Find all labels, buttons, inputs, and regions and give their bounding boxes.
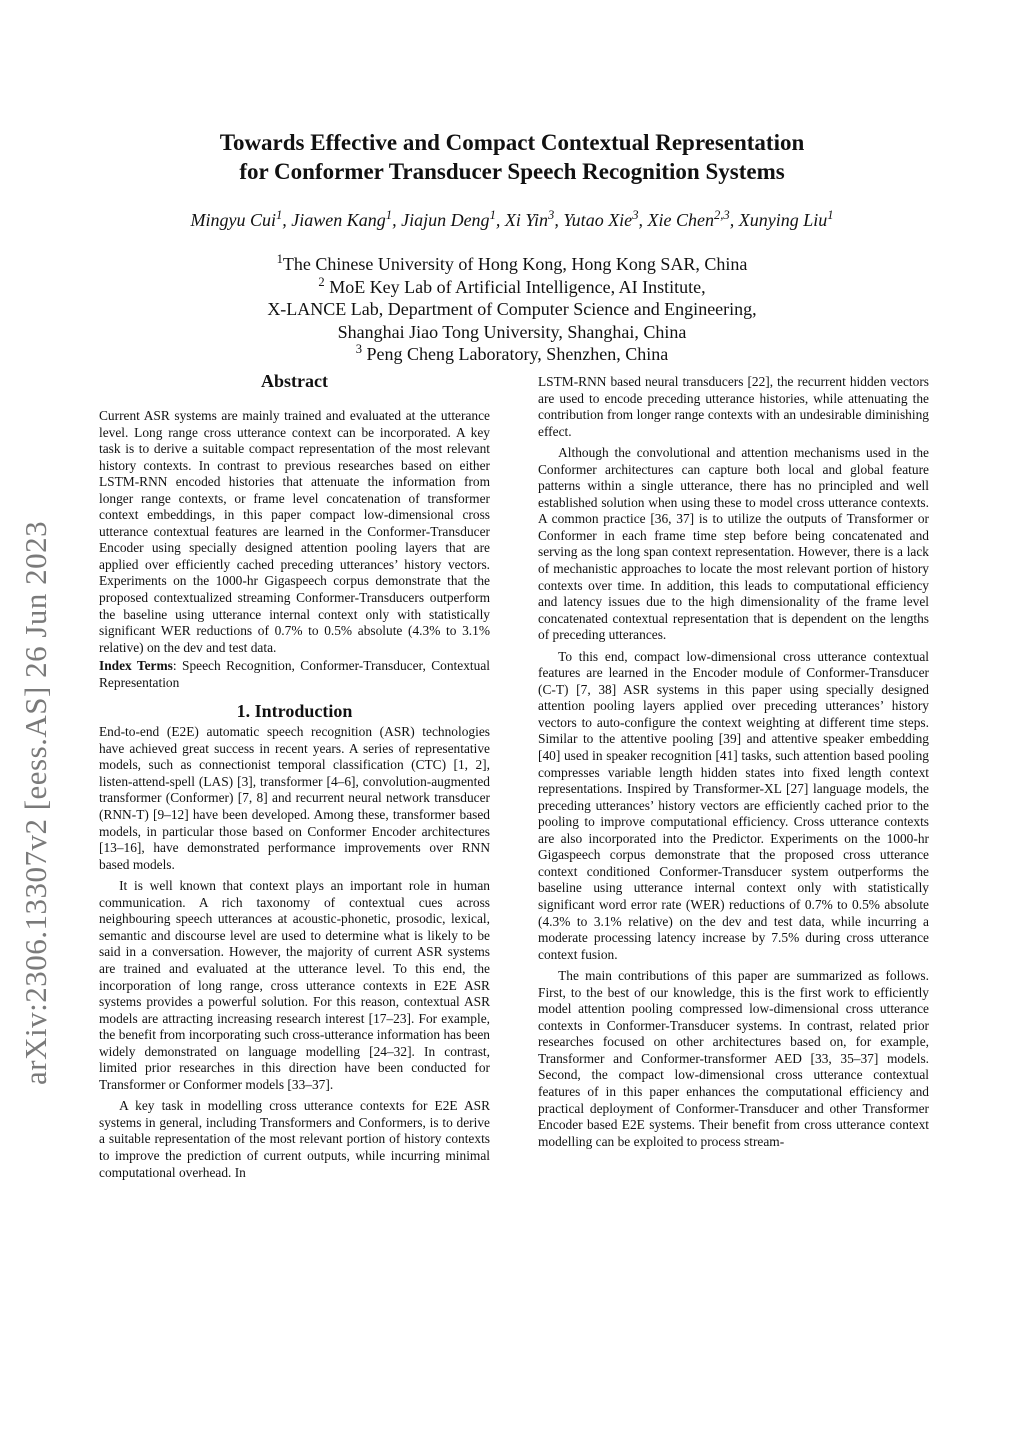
index-terms	[99, 658, 490, 691]
index-terms-label: Index Terms	[99, 658, 173, 674]
intro-paragraph-3: A key task in modelling cross utterance contexts for E2E ASR systems in general, including Transformers and Conformers, is to derive a suitable representation of the most relevant portion of history contexts to improve the prediction of current outputs, while incurring minimal computational overhead. In	[99, 1098, 490, 1180]
author: Mingyu Cui$^1$,	[190, 208, 292, 230]
intro-paragraph-1: End-to-end (E2E) automatic speech recognition (ASR) technologies have achieved great success in recent years. A series of representative models, such as connectionist temporal classification (CTC) [1, 2], listen-attend-spell (LAS) [3], transformer [4–6], convolution-augmented transformer (Conformer) [7, 8] and recurrent neural network transducer (RNN-T) [9–12] have been developed. Among these, transformer based models, in particular those based on Conformer Encoder architectures [13–16], have demonstrated performance improvements over RNN based models.	[99, 724, 490, 872]
author: Jiawen Kang$^1$,	[291, 208, 402, 230]
affiliation-3: $^3$ Peng Cheng Laboratory, Shenzhen, China	[355, 342, 669, 365]
author: Xi Yin$^3$,	[504, 208, 564, 230]
affiliation-2-line-2: X-LANCE Lab, Department of Computer Science and Engineering,	[267, 299, 757, 320]
title-line-2: for Conformer Transducer Speech Recognition Systems	[239, 159, 785, 184]
left-column	[99, 370, 490, 1181]
arxiv-identifier: arXiv:2306.13307v2 [eess.AS] 26 Jun 2023	[18, 520, 53, 1085]
author: Yutao Xie$^3$,	[563, 208, 648, 230]
affiliation-2-line-3: Shanghai Jiao Tong University, Shanghai, China	[337, 321, 687, 342]
intro-paragraph-5: To this end, compact low-dimensional cross utterance contextual features are learned in the Encoder module of Conformer-Transducer (C-T) [7, 38] ASR systems in this paper using specially designed attention pooling layers applied over preceding utterances’ history vectors to auto-configure the context weighting at different time steps. Similar to the attentive pooling [39] and attentive speaker embedding [40] used in speaker recognition [41] tasks, such attention based pooling compresses variable length hidden states into fixed length context representations. Inspired by Transformer-XL [27] language models, the preceding utterances’ history vectors are efficiently cached prior to the pooling to improve computational efficiency. Cross utterance contexts are also incorporated into the Predictor. Experiments on the 1000-hr Gigaspeech corpus demonstrate that the proposed cross utterance context conditioned Conformer-Transducer system outperforms the baseline using utterance internal context only with statistically significant word error rate (WER) reductions of 0.7% to 0.5% absolute (4.3% to 3.1% relative) on the dev and test data, while incurring a moderate processing latency increase by 7.5% during cross utterance context fusion.	[538, 648, 929, 962]
affiliation-1: $^1$The Chinese University of Hong Kong, Hong Kong SAR, China	[276, 252, 748, 274]
right-column	[538, 374, 929, 1150]
author-list	[0, 210, 1024, 231]
abstract-text: Current ASR systems are mainly trained and evaluated at the utterance level. Long range cross utterance context can be incorporated. A key task is to derive a suitable compact representation of the most relevant history contexts. In contrast to previous researches based on either LSTM-RNN encoded histories that attenuate the information from longer range contexts, or frame level concatenation of transformer context embeddings, in this paper compact low-dimensional cross utterance contextual features are learned in the Conformer-Transducer Encoder using specially designed attention pooling layers that are applied over efficiently cached preceding utterances’ history vectors. Experiments on the 1000-hr Gigaspeech corpus demonstrate that the proposed contextualized streaming Conformer-Transducers outperform the baseline using utterance internal context only with statistically significant WER reductions of 0.7% to 0.5% absolute (4.3% to 3.1% relative) on the dev and test data.	[99, 408, 490, 655]
intro-paragraph-6: The main contributions of this paper are summarized as follows. First, to the best of our knowledge, this is the first work to efficiently model attention pooling compressed low-dimensional cross utterance contexts in Conformer-Transducer systems. In contrast, related prior researches focused on other architectures based on, for example, Transformer and Conformer-transformer AED [33, 35–37] models. Second, the compact low-dimensional cross utterance contextual features of in this paper enhances the computational efficiency and practical deployment of Conformer-Transducer and other Transformer Encoder based E2E systems. Their benefit from cross utterance context modelling can be exploited to process stream-	[538, 968, 929, 1149]
intro-paragraph-2: It is well known that context plays an important role in human communication. A rich taxonomy of contextual cues across neighbouring speech utterances at acoustic-phonetic, prosodic, lexical, semantic and discourse level are used to determine what is likely to be said in a conversation. However, the majority of current ASR systems are trained and evaluated at the utterance level. To this end, the incorporation of long range, cross utterance contexts in E2E ASR systems provides a powerful solution. For this reason, contextual ASR models are attracting increasing research interest [17–23]. For example, the benefit from incorporating such cross-utterance information has been widely demonstrated on language modelling [24–32]. In contrast, limited prior researches in this direction have been conducted for Transformer or Conformer models [33–37].	[99, 878, 490, 1092]
affiliation-2: $^2$ MoE Key Lab of Artificial Intelligence, AI Institute,	[318, 274, 706, 297]
paper-title	[0, 128, 1024, 186]
intro-paragraph-continued: LSTM-RNN based neural transducers [22], the recurrent hidden vectors are used to encode preceding utterance histories, while attenuating the contribution from longer range contexts with an undesirable diminishing effect.	[538, 374, 929, 439]
author: Jiajun Deng$^1$,	[401, 208, 505, 230]
author: Xunying Liu$^1$	[738, 208, 834, 230]
abstract-heading: Abstract	[261, 371, 328, 391]
title-line-1: Towards Effective and Compact Contextual Representation	[219, 130, 805, 155]
index-terms-text: : Speech Recognition, Conformer-Transducer, Contextual Representation	[99, 658, 490, 690]
section-heading-introduction: 1. Introduction	[236, 701, 353, 722]
intro-paragraph-4: Although the convolutional and attention mechanisms used in the Conformer architectures can capture both local and global feature patterns within a single utterance, there has no principled and well established solution when using these to model cross utterance contexts. A common practice [36, 37] is to utilize the outputs of Transformer or Conformer in each frame time step before being concatenated and serving as the long span context representation. However, there is a lack of mechanistic approaches to locate the most relevant portion of history contexts over time. In addition, this leads to computational efficiency and latency issues due to the high dimensionality of the frame level concatenated contextual representation that is dependent on the lengths of preceding utterances.	[538, 445, 929, 643]
affiliations	[0, 253, 1024, 366]
author: Xie Chen$^{2,3}$,	[647, 208, 739, 230]
